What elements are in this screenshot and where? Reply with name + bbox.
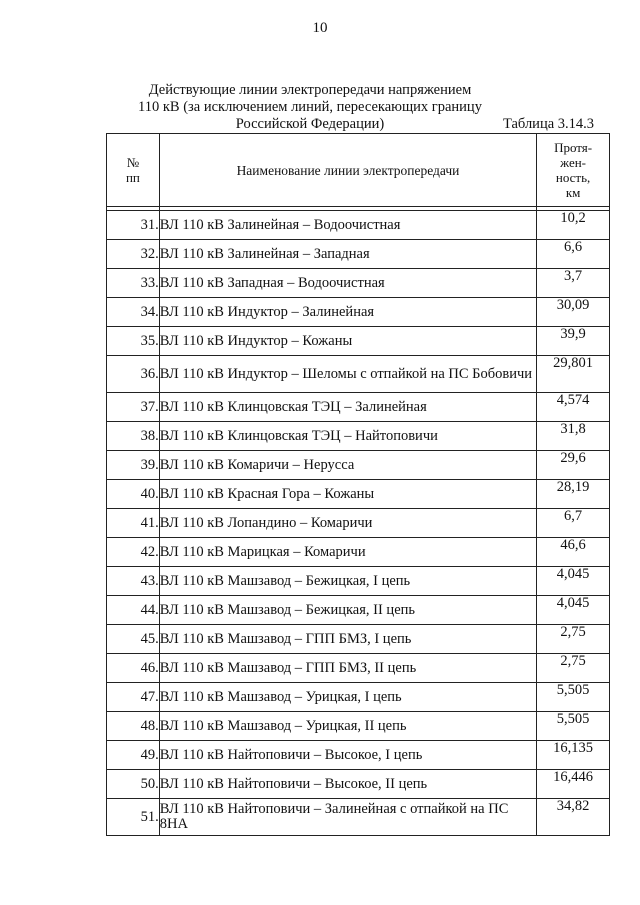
row-line-name: ВЛ 110 кВ Найтоповичи – Залинейная с отпайкой на ПС 8НА <box>159 799 536 836</box>
row-number: 45. <box>107 625 160 654</box>
table-row <box>107 596 610 625</box>
caption-line: Действующие линии электропередачи напряжением <box>148 82 472 98</box>
table-row <box>107 393 610 422</box>
row-line-name: ВЛ 110 кВ Западная – Водоочистная <box>159 269 536 298</box>
row-number: 43. <box>107 567 160 596</box>
row-number: 48. <box>107 712 160 741</box>
table-row <box>107 422 610 451</box>
header-length-line: жен- <box>560 155 587 170</box>
row-length: 4,045 <box>537 567 610 596</box>
row-length: 6,7 <box>537 509 610 538</box>
row-line-name: ВЛ 110 кВ Индуктор – Шеломы с отпайкой на ПС Бобовичи <box>159 356 536 393</box>
row-line-name: ВЛ 110 кВ Красная Гора – Кожаны <box>159 480 536 509</box>
header-length-line: км <box>565 185 581 200</box>
row-number: 40. <box>107 480 160 509</box>
table-row <box>107 654 610 683</box>
header-number <box>107 134 160 207</box>
table-label: Таблица 3.14.3 <box>503 116 595 132</box>
row-length: 5,505 <box>537 712 610 741</box>
row-length: 28,19 <box>537 480 610 509</box>
table-row <box>107 538 610 567</box>
row-line-name: ВЛ 110 кВ Машзавод – Бежицкая, II цепь <box>159 596 536 625</box>
table-row <box>107 211 610 240</box>
header-row <box>107 134 610 207</box>
row-line-name: ВЛ 110 кВ Машзавод – ГПП БМЗ, II цепь <box>159 654 536 683</box>
header-number-symbol: № <box>126 155 140 170</box>
row-length: 46,6 <box>537 538 610 567</box>
row-length: 29,6 <box>537 451 610 480</box>
row-number: 49. <box>107 741 160 770</box>
row-number: 47. <box>107 683 160 712</box>
table-row <box>107 799 610 836</box>
header-number-abbr: пп <box>125 170 140 185</box>
row-length: 2,75 <box>537 625 610 654</box>
row-length: 30,09 <box>537 298 610 327</box>
header-length-line: Протя- <box>554 140 593 155</box>
table-header <box>107 134 610 211</box>
row-line-name: ВЛ 110 кВ Найтоповичи – Высокое, I цепь <box>159 741 536 770</box>
row-number: 44. <box>107 596 160 625</box>
row-line-name: ВЛ 110 кВ Марицкая – Комаричи <box>159 538 536 567</box>
row-number: 50. <box>107 770 160 799</box>
table-row <box>107 298 610 327</box>
row-length: 4,574 <box>537 393 610 422</box>
table-row <box>107 327 610 356</box>
table-row <box>107 269 610 298</box>
row-number: 31. <box>107 211 160 240</box>
row-number: 36. <box>107 356 160 393</box>
row-length: 31,8 <box>537 422 610 451</box>
header-length <box>537 134 610 207</box>
row-line-name: ВЛ 110 кВ Клинцовская ТЭЦ – Найтоповичи <box>159 422 536 451</box>
table-row <box>107 509 610 538</box>
row-length: 39,9 <box>537 327 610 356</box>
table-row <box>107 480 610 509</box>
table-row <box>107 770 610 799</box>
row-number: 37. <box>107 393 160 422</box>
row-length: 10,2 <box>537 211 610 240</box>
table-row <box>107 625 610 654</box>
row-length: 4,045 <box>537 596 610 625</box>
table-row <box>107 683 610 712</box>
table-row <box>107 567 610 596</box>
row-line-name: ВЛ 110 кВ Клинцовская ТЭЦ – Залинейная <box>159 393 536 422</box>
row-line-name: ВЛ 110 кВ Машзавод – ГПП БМЗ, I цепь <box>159 625 536 654</box>
table-row <box>107 356 610 393</box>
row-line-name: ВЛ 110 кВ Лопандино – Комаричи <box>159 509 536 538</box>
row-number: 46. <box>107 654 160 683</box>
row-line-name: ВЛ 110 кВ Индуктор – Кожаны <box>159 327 536 356</box>
row-line-name: ВЛ 110 кВ Комаричи – Нерусса <box>159 451 536 480</box>
row-number: 38. <box>107 422 160 451</box>
row-number: 34. <box>107 298 160 327</box>
row-length: 16,135 <box>537 741 610 770</box>
row-line-name: ВЛ 110 кВ Залинейная – Западная <box>159 240 536 269</box>
table-row <box>107 240 610 269</box>
row-length: 5,505 <box>537 683 610 712</box>
row-length: 3,7 <box>537 269 610 298</box>
row-length: 34,82 <box>537 799 610 836</box>
row-length: 6,6 <box>537 240 610 269</box>
row-line-name: ВЛ 110 кВ Машзавод – Бежицкая, I цепь <box>159 567 536 596</box>
table-row <box>107 712 610 741</box>
row-line-name: ВЛ 110 кВ Найтоповичи – Высокое, II цепь <box>159 770 536 799</box>
row-number: 32. <box>107 240 160 269</box>
caption-line: 110 кВ (за исключением линий, пересекающих границу <box>138 99 482 115</box>
row-line-name: ВЛ 110 кВ Индуктор – Залинейная <box>159 298 536 327</box>
row-line-name: ВЛ 110 кВ Машзавод – Урицкая, II цепь <box>159 712 536 741</box>
page-number: 10 <box>312 20 328 36</box>
row-number: 33. <box>107 269 160 298</box>
table-row <box>107 451 610 480</box>
row-length: 16,446 <box>537 770 610 799</box>
row-line-name: ВЛ 110 кВ Машзавод – Урицкая, I цепь <box>159 683 536 712</box>
row-line-name: ВЛ 110 кВ Залинейная – Водоочистная <box>159 211 536 240</box>
header-length-line: ность, <box>555 170 591 185</box>
caption-line: Российской Федерации) <box>235 116 385 132</box>
row-number: 42. <box>107 538 160 567</box>
table-body <box>107 211 610 836</box>
row-number: 39. <box>107 451 160 480</box>
row-number: 41. <box>107 509 160 538</box>
power-lines-table <box>106 133 610 836</box>
row-length: 29,801 <box>537 356 610 393</box>
row-number: 51. <box>107 799 160 836</box>
row-length: 2,75 <box>537 654 610 683</box>
row-number: 35. <box>107 327 160 356</box>
header-name: Наименование линии электропередачи <box>159 134 536 207</box>
table-caption <box>110 82 510 133</box>
table-row <box>107 741 610 770</box>
